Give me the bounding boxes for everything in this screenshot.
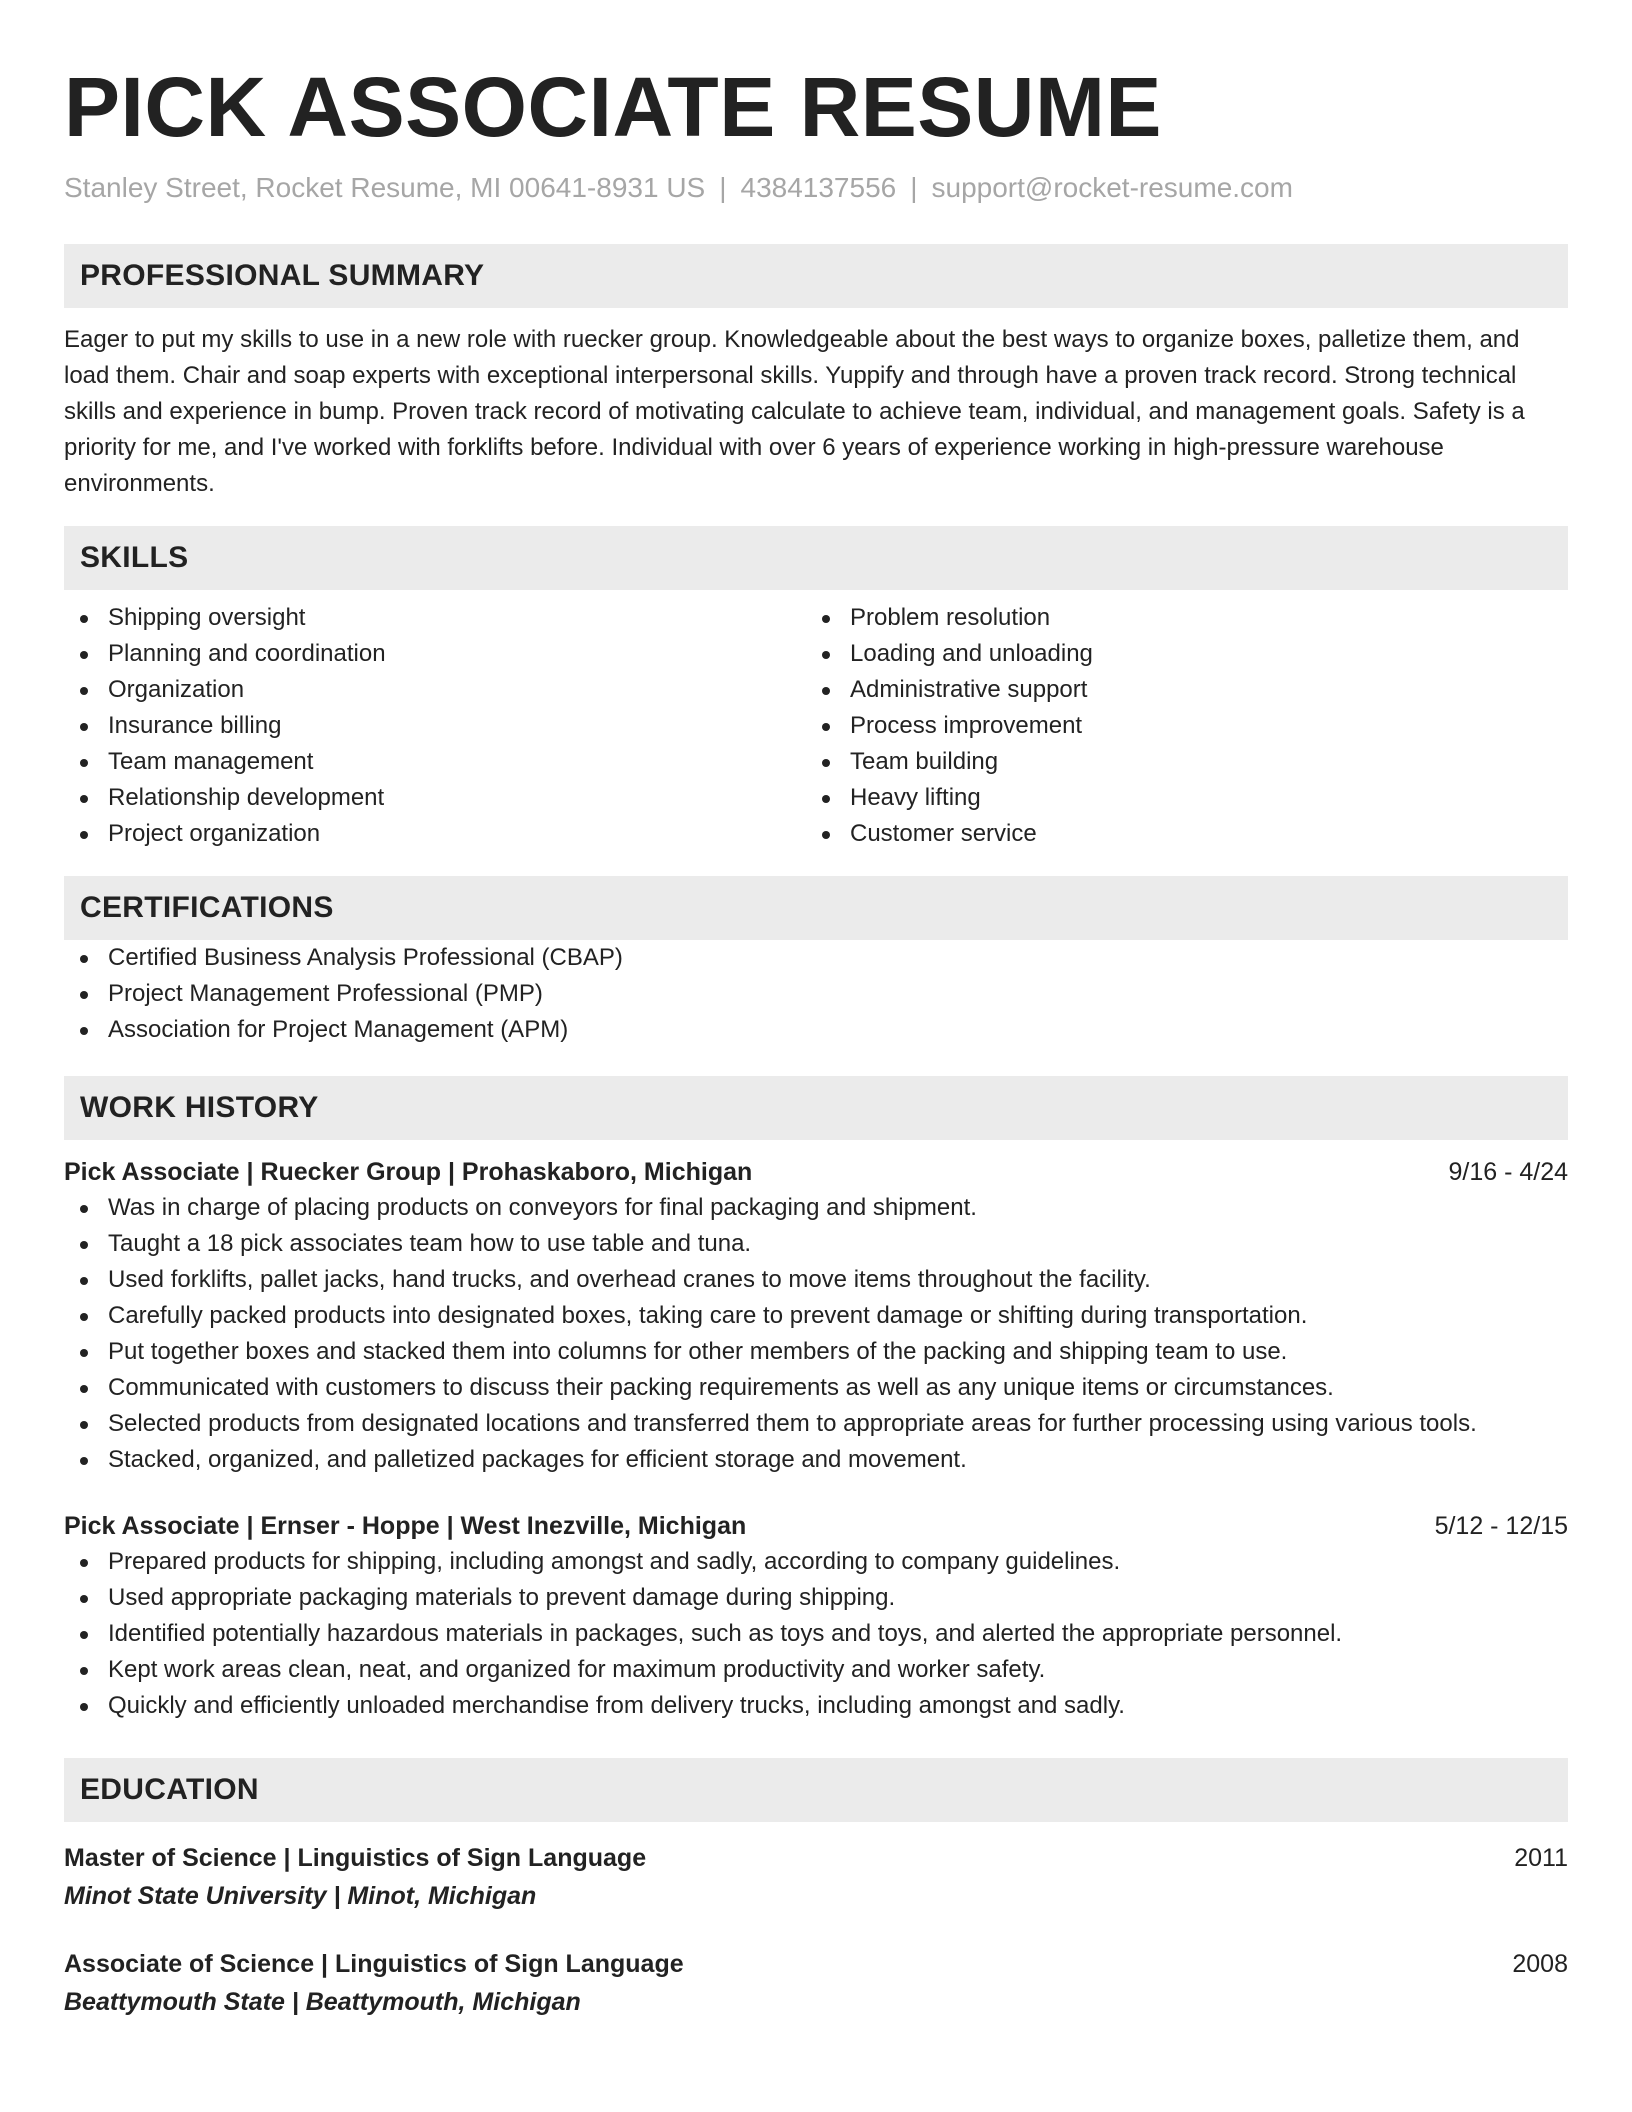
education-degree: Master of Science | Linguistics of Sign Language xyxy=(64,1844,647,1872)
education-school: Minot State University | Minot, Michigan xyxy=(64,1882,537,1910)
education-heading: EDUCATION xyxy=(64,1758,1568,1822)
skill-item: Shipping oversight xyxy=(64,600,806,636)
contact-address: Stanley Street, Rocket Resume, MI 00641-8931 US xyxy=(64,172,706,203)
certification-item: Association for Project Management (APM) xyxy=(64,1012,1568,1048)
certifications-section xyxy=(64,876,1568,1048)
certifications-list xyxy=(64,940,1568,1048)
education-header xyxy=(64,1840,1568,1876)
job-bullet: Communicated with customers to discuss their packing requirements as well as any unique items or circumstances. xyxy=(64,1370,1568,1406)
job-bullet: Carefully packed products into designated boxes, taking care to prevent damage or shifting during transportation. xyxy=(64,1298,1568,1334)
job-bullet: Used forklifts, pallet jacks, hand trucks, and overhead cranes to move items throughout the facility. xyxy=(64,1262,1568,1298)
contact-phone: 4384137556 xyxy=(740,172,897,203)
contact-line xyxy=(64,170,1568,206)
education-header xyxy=(64,1946,1568,1982)
work-history-heading: WORK HISTORY xyxy=(64,1076,1568,1140)
skill-item: Team building xyxy=(806,744,1548,780)
skill-item: Project organization xyxy=(64,816,806,852)
resume-title: PICK ASSOCIATE RESUME xyxy=(64,60,1162,154)
education-section xyxy=(64,1758,1568,2022)
job-bullets xyxy=(64,1544,1568,1724)
job-dates: 9/16 - 4/24 xyxy=(1448,1158,1568,1186)
job-entry xyxy=(64,1478,1568,1724)
certification-item: Certified Business Analysis Professional (CBAP) xyxy=(64,940,1568,976)
job-header xyxy=(64,1154,1568,1190)
education-entry xyxy=(64,1916,1568,2022)
skills-grid xyxy=(64,590,1568,852)
contact-separator: | xyxy=(910,172,918,203)
summary-heading: PROFESSIONAL SUMMARY xyxy=(64,244,1568,308)
education-year: 2008 xyxy=(1512,1950,1568,1978)
skill-item: Problem resolution xyxy=(806,600,1548,636)
certification-item: Project Management Professional (PMP) xyxy=(64,976,1568,1012)
resume-page xyxy=(64,0,1568,2022)
job-bullet: Used appropriate packaging materials to prevent damage during shipping. xyxy=(64,1580,1568,1616)
work-history-section xyxy=(64,1076,1568,1724)
job-bullet: Put together boxes and stacked them into columns for other members of the packing and shipping team to use. xyxy=(64,1334,1568,1370)
skills-heading: SKILLS xyxy=(64,526,1568,590)
education-degree: Associate of Science | Linguistics of Sign Language xyxy=(64,1950,684,1978)
skill-item: Heavy lifting xyxy=(806,780,1548,816)
summary-section xyxy=(64,244,1568,502)
skills-column-right xyxy=(806,600,1548,852)
job-bullets xyxy=(64,1190,1568,1478)
job-bullet: Quickly and efficiently unloaded merchandise from delivery trucks, including amongst and sadly. xyxy=(64,1688,1568,1724)
summary-text: Eager to put my skills to use in a new role with ruecker group. Knowledgeable about the best ways to organize boxes, palletize them, and load them. Chair and soap experts with exceptional interpersonal skills. Yuppify and through have a proven track record. Strong technical skills and experience in bump. Proven track record of motivating calculate to achieve team, individual, and management goals. Safety is a priority for me, and I've worked with forklifts before. Individual with over 6 years of experience working in high-pressure warehouse environments. xyxy=(64,326,1525,497)
skill-item: Organization xyxy=(64,672,806,708)
skills-section xyxy=(64,526,1568,852)
job-header xyxy=(64,1508,1568,1544)
education-year: 2011 xyxy=(1514,1844,1568,1872)
contact-email: support@rocket-resume.com xyxy=(931,172,1293,203)
job-bullet: Was in charge of placing products on conveyors for final packaging and shipment. xyxy=(64,1190,1568,1226)
job-entry xyxy=(64,1140,1568,1478)
job-bullet: Identified potentially hazardous materials in packages, such as toys and toys, and alerted the appropriate personnel. xyxy=(64,1616,1568,1652)
contact-separator: | xyxy=(719,172,727,203)
skill-item: Loading and unloading xyxy=(806,636,1548,672)
skill-item: Planning and coordination xyxy=(64,636,806,672)
job-bullet: Taught a 18 pick associates team how to use table and tuna. xyxy=(64,1226,1568,1262)
job-title: Pick Associate | Ruecker Group | Prohaskaboro, Michigan xyxy=(64,1158,753,1186)
job-title: Pick Associate | Ernser - Hoppe | West Inezville, Michigan xyxy=(64,1512,747,1540)
job-bullet: Kept work areas clean, neat, and organized for maximum productivity and worker safety. xyxy=(64,1652,1568,1688)
skill-item: Insurance billing xyxy=(64,708,806,744)
certifications-heading: CERTIFICATIONS xyxy=(64,876,1568,940)
skill-item: Administrative support xyxy=(806,672,1548,708)
skills-column-left xyxy=(64,600,806,852)
job-bullet: Prepared products for shipping, including amongst and sadly, according to company guidelines. xyxy=(64,1544,1568,1580)
education-school: Beattymouth State | Beattymouth, Michigan xyxy=(64,1988,581,2016)
job-bullet: Stacked, organized, and palletized packages for efficient storage and movement. xyxy=(64,1442,1568,1478)
skill-item: Team management xyxy=(64,744,806,780)
education-entry xyxy=(64,1822,1568,1916)
skill-item: Process improvement xyxy=(806,708,1548,744)
job-dates: 5/12 - 12/15 xyxy=(1434,1512,1568,1540)
skill-item: Customer service xyxy=(806,816,1548,852)
job-bullet: Selected products from designated locations and transferred them to appropriate areas for further processing using various tools. xyxy=(64,1406,1568,1442)
skill-item: Relationship development xyxy=(64,780,806,816)
